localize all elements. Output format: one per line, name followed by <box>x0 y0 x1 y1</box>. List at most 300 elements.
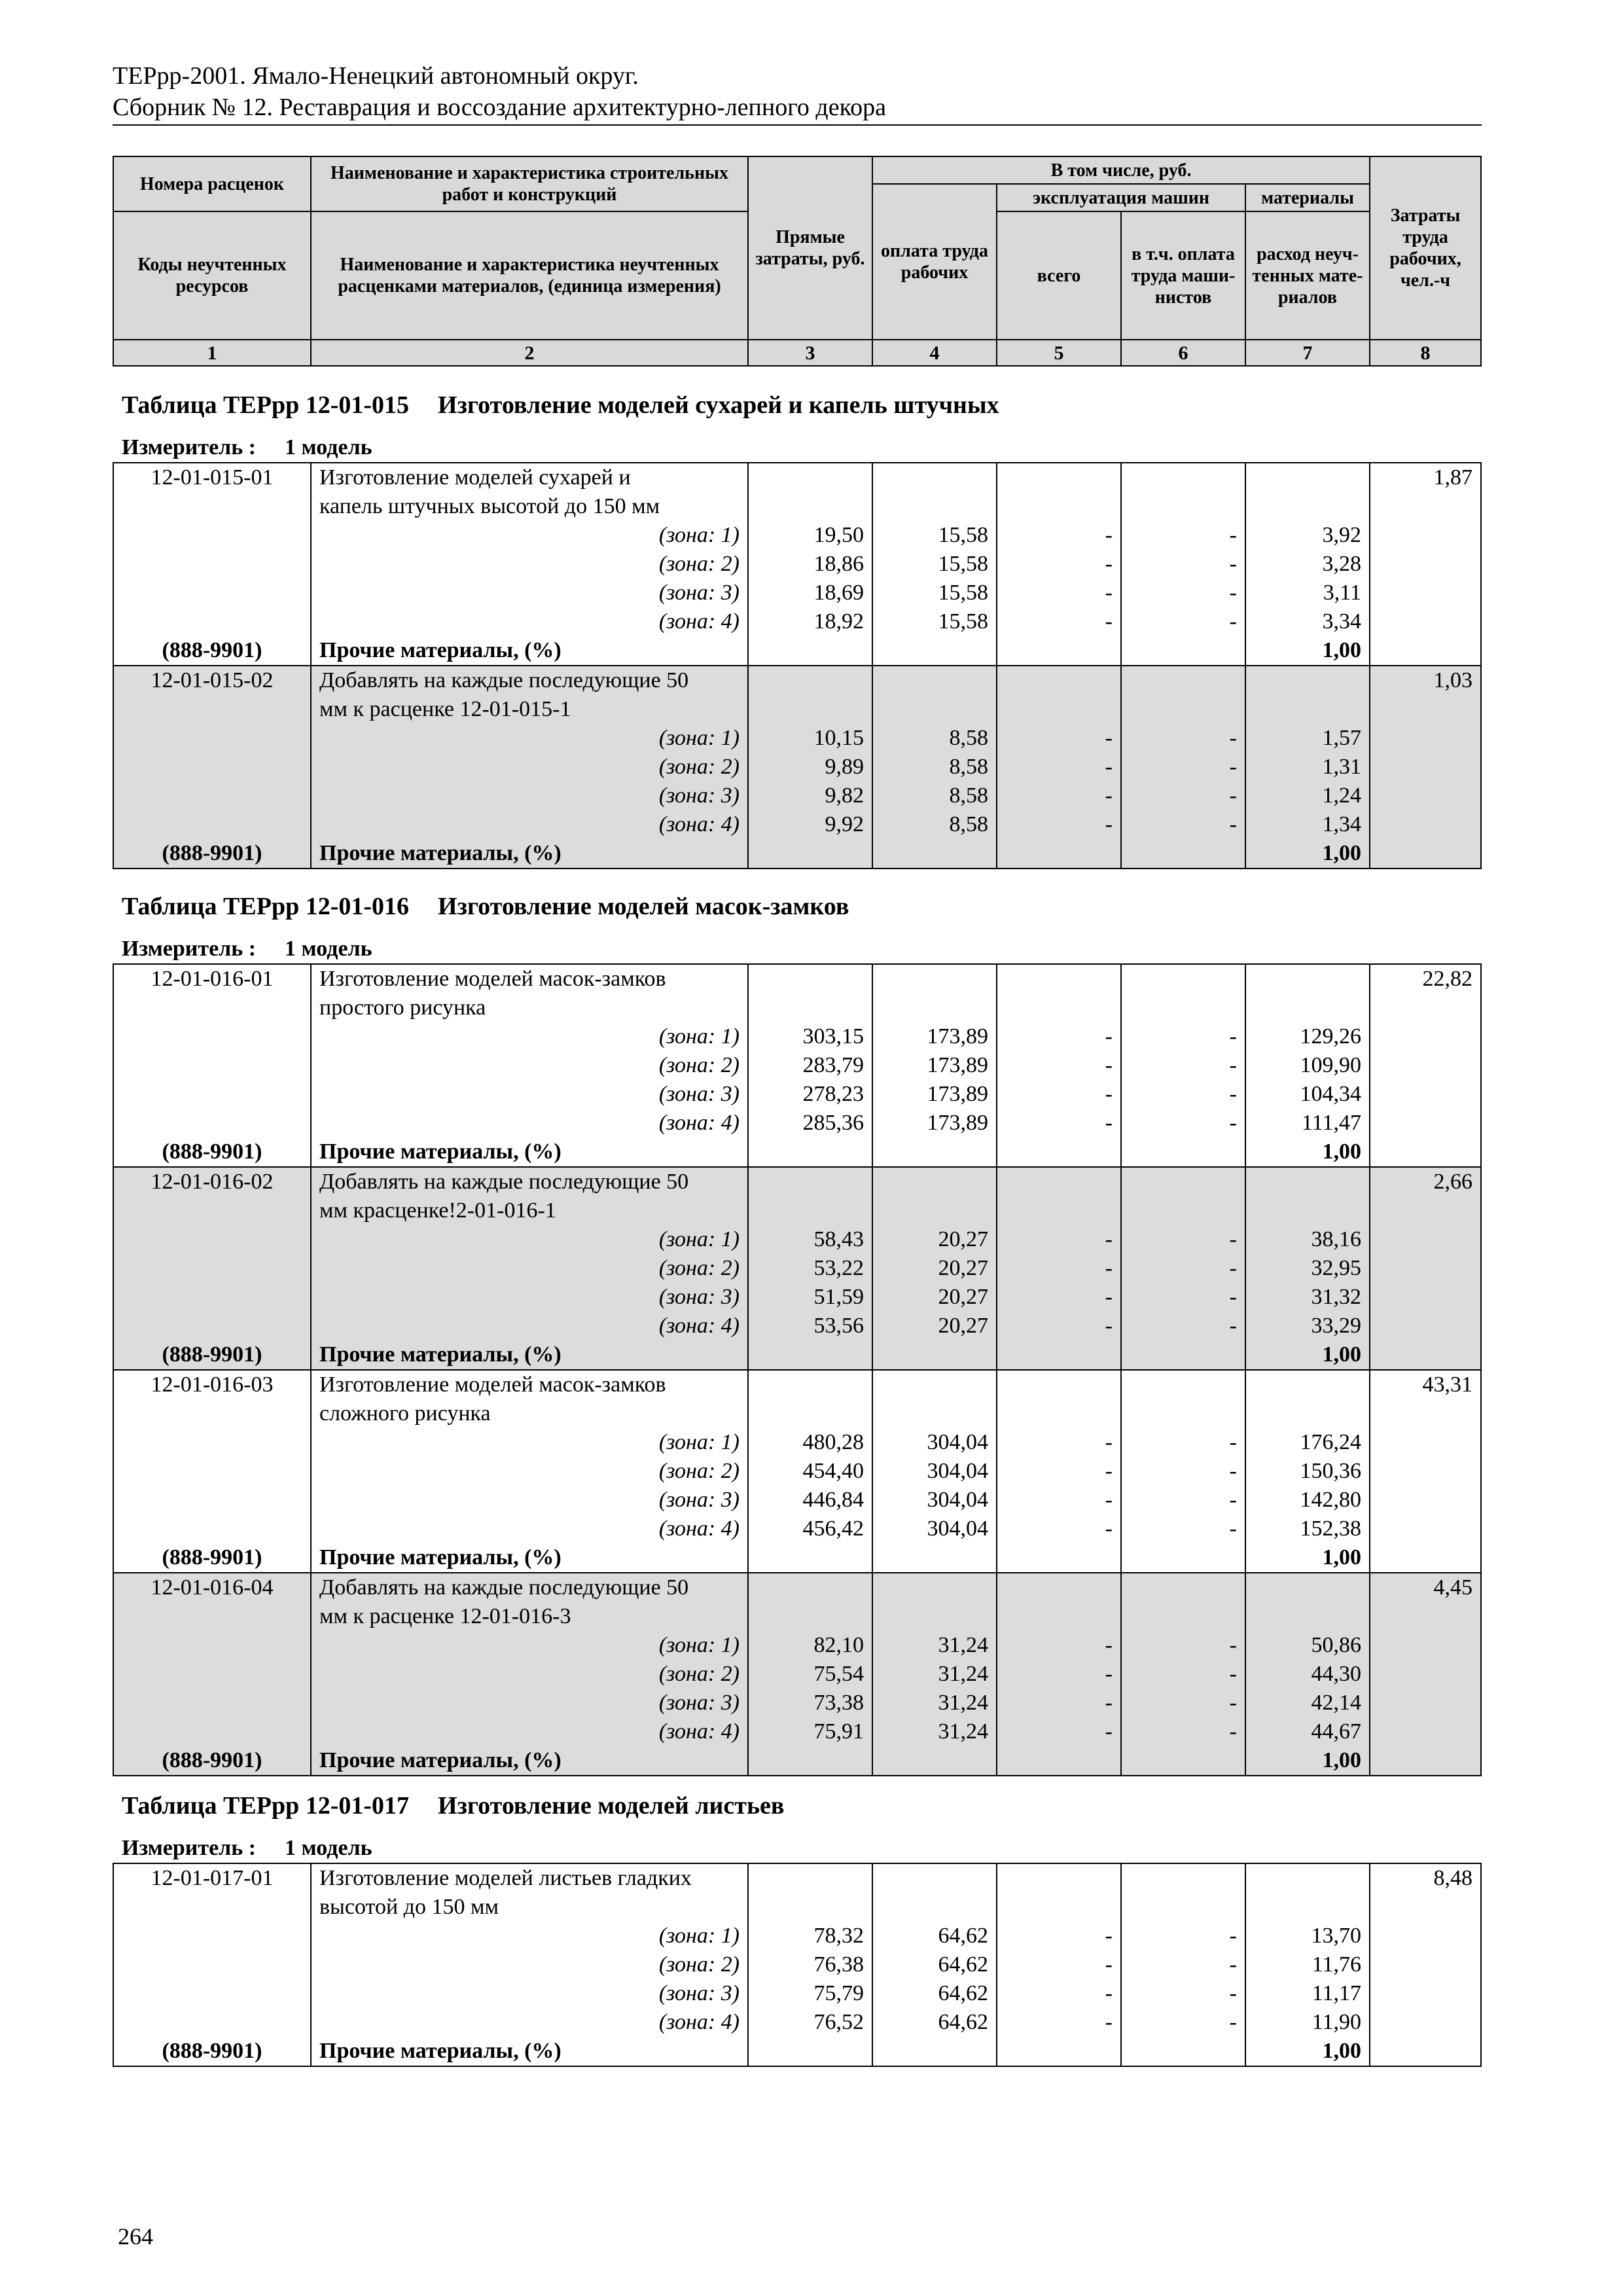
section-title-name: Изготовление моделей листьев <box>438 1792 785 1820</box>
zone-label: (зона: 2) <box>311 550 748 579</box>
empty-cell <box>872 1573 997 1602</box>
empty-cell <box>748 1340 872 1370</box>
wages-cost: 64,62 <box>872 1922 997 1950</box>
col-number: 2 <box>311 340 748 366</box>
wages-cost: 173,89 <box>872 1109 997 1138</box>
rate-labor: 22,82 <box>1370 964 1481 994</box>
empty-cell <box>997 1370 1121 1399</box>
empty-cell <box>748 695 872 724</box>
resource-value: 1,00 <box>1245 1138 1370 1167</box>
empty-cell <box>1121 964 1245 994</box>
empty-cell <box>748 1167 872 1196</box>
section-title-code: Таблица ТЕРрр 12-01-017 <box>122 1792 410 1820</box>
direct-cost: 9,82 <box>748 781 872 810</box>
empty-cell <box>872 1196 997 1225</box>
empty-cell <box>113 550 311 579</box>
empty-cell <box>1370 1950 1481 1979</box>
empty-cell <box>113 1893 311 1922</box>
resource-name: Прочие материалы, (%) <box>311 1543 748 1573</box>
empty-cell <box>1370 1254 1481 1283</box>
empty-cell <box>872 994 997 1022</box>
empty-cell <box>1121 1543 1245 1573</box>
rates-table <box>113 462 1482 869</box>
empty-cell <box>113 1399 311 1428</box>
empty-cell <box>748 1573 872 1602</box>
empty-cell <box>1370 1631 1481 1660</box>
zone-label: (зона: 4) <box>311 810 748 839</box>
empty-cell <box>872 964 997 994</box>
empty-cell <box>1370 1602 1481 1631</box>
zone-row <box>113 724 1481 753</box>
col-number: 3 <box>748 340 872 366</box>
machines-cost: - <box>997 753 1121 781</box>
empty-cell <box>1121 1138 1245 1167</box>
machines-cost: - <box>997 607 1121 636</box>
empty-cell <box>997 1746 1121 1776</box>
machines-wages-cost: - <box>1121 1717 1245 1746</box>
empty-cell <box>113 2008 311 2037</box>
zone-row <box>113 550 1481 579</box>
empty-cell <box>1121 1370 1245 1399</box>
empty-cell <box>872 636 997 666</box>
col-number: 6 <box>1121 340 1245 366</box>
empty-cell <box>1370 579 1481 607</box>
empty-cell <box>997 1340 1121 1370</box>
empty-cell <box>113 1196 311 1225</box>
materials-cost: 31,32 <box>1245 1283 1370 1312</box>
empty-cell <box>1370 1689 1481 1717</box>
zone-row <box>113 1225 1481 1254</box>
resource-value: 1,00 <box>1245 2037 1370 2066</box>
empty-cell <box>997 1573 1121 1602</box>
empty-cell <box>113 1254 311 1283</box>
machines-wages-cost: - <box>1121 753 1245 781</box>
machines-wages-cost: - <box>1121 1283 1245 1312</box>
empty-cell <box>1370 1457 1481 1486</box>
zone-row <box>113 579 1481 607</box>
empty-cell <box>1370 1225 1481 1254</box>
zone-label: (зона: 4) <box>311 607 748 636</box>
wages-cost: 304,04 <box>872 1428 997 1457</box>
rate-row <box>113 1573 1481 1602</box>
empty-cell <box>997 1138 1121 1167</box>
zone-row <box>113 1717 1481 1746</box>
rate-row <box>113 1167 1481 1196</box>
direct-cost: 9,89 <box>748 753 872 781</box>
direct-cost: 285,36 <box>748 1109 872 1138</box>
empty-cell <box>997 1543 1121 1573</box>
machines-cost: - <box>997 1631 1121 1660</box>
col-number: 7 <box>1245 340 1370 366</box>
zone-label: (зона: 1) <box>311 1022 748 1051</box>
section-title <box>122 891 849 922</box>
empty-cell <box>1121 1399 1245 1428</box>
empty-cell <box>872 666 997 695</box>
empty-cell <box>1245 994 1370 1022</box>
empty-cell <box>997 695 1121 724</box>
rate-labor: 4,45 <box>1370 1573 1481 1602</box>
machines-wages-cost: - <box>1121 1254 1245 1283</box>
wages-cost: 8,58 <box>872 781 997 810</box>
empty-cell <box>113 1225 311 1254</box>
zone-label: (зона: 3) <box>311 1080 748 1109</box>
section-title <box>122 1791 784 1821</box>
direct-cost: 456,42 <box>748 1515 872 1543</box>
rate-row <box>113 463 1481 492</box>
empty-cell <box>748 2037 872 2066</box>
rate-name-line: сложного рисунка <box>311 1399 748 1428</box>
machines-wages-cost: - <box>1121 1950 1245 1979</box>
machines-wages-cost: - <box>1121 1979 1245 2008</box>
empty-cell <box>748 1746 872 1776</box>
rate-code: 12-01-016-04 <box>113 1573 311 1602</box>
empty-cell <box>113 1486 311 1515</box>
zone-label: (зона: 4) <box>311 1312 748 1340</box>
empty-cell <box>997 994 1121 1022</box>
direct-cost: 75,79 <box>748 1979 872 2008</box>
direct-cost: 18,69 <box>748 579 872 607</box>
header-including: В том числе, руб. <box>872 156 1370 184</box>
empty-cell <box>1370 1893 1481 1922</box>
zone-label: (зона: 1) <box>311 724 748 753</box>
empty-cell <box>1370 1979 1481 2008</box>
wages-cost: 20,27 <box>872 1225 997 1254</box>
empty-cell <box>872 1370 997 1399</box>
direct-cost: 76,52 <box>748 2008 872 2037</box>
empty-cell <box>113 1689 311 1717</box>
empty-cell <box>1370 1717 1481 1746</box>
materials-cost: 50,86 <box>1245 1631 1370 1660</box>
empty-cell <box>113 810 311 839</box>
empty-cell <box>1245 1370 1370 1399</box>
rates-table <box>113 963 1482 1776</box>
materials-cost: 176,24 <box>1245 1428 1370 1457</box>
wages-cost: 15,58 <box>872 550 997 579</box>
empty-cell <box>1370 1051 1481 1080</box>
zone-row <box>113 1051 1481 1080</box>
machines-cost: - <box>997 550 1121 579</box>
wages-cost: 15,58 <box>872 521 997 550</box>
empty-cell <box>872 1167 997 1196</box>
zone-label: (зона: 3) <box>311 1486 748 1515</box>
empty-cell <box>113 1979 311 2008</box>
rate-row <box>113 994 1481 1022</box>
empty-cell <box>1370 2037 1481 2066</box>
header-direct-costs: Прямые затраты, руб. <box>748 156 872 340</box>
materials-cost: 104,34 <box>1245 1080 1370 1109</box>
materials-cost: 11,76 <box>1245 1950 1370 1979</box>
empty-cell <box>872 839 997 869</box>
rate-row <box>113 1893 1481 1922</box>
direct-cost: 76,38 <box>748 1950 872 1979</box>
measure-value: 1 модель <box>285 1836 372 1860</box>
direct-cost: 53,56 <box>748 1312 872 1340</box>
empty-cell <box>1370 1543 1481 1573</box>
empty-cell <box>748 1602 872 1631</box>
resource-code: (888-9901) <box>113 636 311 666</box>
resource-name: Прочие материалы, (%) <box>311 2037 748 2066</box>
empty-cell <box>997 1399 1121 1428</box>
wages-cost: 20,27 <box>872 1254 997 1283</box>
zone-label: (зона: 1) <box>311 1428 748 1457</box>
empty-cell <box>997 1602 1121 1631</box>
empty-cell <box>997 1167 1121 1196</box>
rates-table <box>113 1863 1482 2067</box>
empty-cell <box>748 1863 872 1893</box>
empty-cell <box>1370 1660 1481 1689</box>
zone-label: (зона: 1) <box>311 1631 748 1660</box>
zone-label: (зона: 1) <box>311 1225 748 1254</box>
rate-name-line: мм красценке!2-01-016-1 <box>311 1196 748 1225</box>
materials-cost: 33,29 <box>1245 1312 1370 1340</box>
empty-cell <box>1370 994 1481 1022</box>
other-materials-row <box>113 1746 1481 1776</box>
zone-label: (зона: 3) <box>311 1979 748 2008</box>
empty-cell <box>872 1340 997 1370</box>
machines-cost: - <box>997 1109 1121 1138</box>
empty-cell <box>1121 1602 1245 1631</box>
rate-row <box>113 1196 1481 1225</box>
empty-cell <box>1370 521 1481 550</box>
rate-code: 12-01-015-01 <box>113 463 311 492</box>
zone-row <box>113 753 1481 781</box>
empty-cell <box>113 607 311 636</box>
machines-cost: - <box>997 1717 1121 1746</box>
empty-cell <box>1245 463 1370 492</box>
materials-cost: 109,90 <box>1245 1051 1370 1080</box>
wages-cost: 173,89 <box>872 1022 997 1051</box>
direct-cost: 53,22 <box>748 1254 872 1283</box>
resource-name: Прочие материалы, (%) <box>311 1340 748 1370</box>
zone-label: (зона: 1) <box>311 521 748 550</box>
empty-cell <box>997 636 1121 666</box>
wages-cost: 304,04 <box>872 1515 997 1543</box>
rate-name-line: Добавлять на каждые последующие 50 <box>311 666 748 695</box>
empty-cell <box>1245 1573 1370 1602</box>
rate-labor: 1,03 <box>1370 666 1481 695</box>
section-title-name: Изготовление моделей сухарей и капель штучных <box>438 391 999 419</box>
empty-cell <box>1370 607 1481 636</box>
header-machines: эксплуатация машин <box>997 184 1245 211</box>
wages-cost: 31,24 <box>872 1631 997 1660</box>
materials-cost: 142,80 <box>1245 1486 1370 1515</box>
empty-cell <box>1370 810 1481 839</box>
zone-label: (зона: 1) <box>311 1922 748 1950</box>
materials-cost: 44,30 <box>1245 1660 1370 1689</box>
materials-cost: 44,67 <box>1245 1717 1370 1746</box>
empty-cell <box>113 695 311 724</box>
rate-row <box>113 1863 1481 1893</box>
measure-value: 1 модель <box>285 435 372 459</box>
machines-wages-cost: - <box>1121 1022 1245 1051</box>
zone-label: (зона: 2) <box>311 1457 748 1486</box>
empty-cell <box>1245 1399 1370 1428</box>
direct-cost: 446,84 <box>748 1486 872 1515</box>
wages-cost: 31,24 <box>872 1717 997 1746</box>
resource-code: (888-9901) <box>113 2037 311 2066</box>
zone-label: (зона: 3) <box>311 1283 748 1312</box>
zone-row <box>113 1660 1481 1689</box>
empty-cell <box>113 521 311 550</box>
materials-cost: 11,17 <box>1245 1979 1370 2008</box>
empty-cell <box>748 1370 872 1399</box>
section-measure <box>122 1835 372 1861</box>
zone-row <box>113 781 1481 810</box>
empty-cell <box>1370 1428 1481 1457</box>
materials-cost: 13,70 <box>1245 1922 1370 1950</box>
header-materials-unaccounted: расход неуч-тенных мате-риалов <box>1245 211 1370 340</box>
empty-cell <box>113 1922 311 1950</box>
empty-cell <box>1370 1340 1481 1370</box>
empty-cell <box>997 2037 1121 2066</box>
empty-cell <box>113 1602 311 1631</box>
empty-cell <box>113 1631 311 1660</box>
rate-labor: 43,31 <box>1370 1370 1481 1399</box>
empty-cell <box>1121 1340 1245 1370</box>
materials-cost: 11,90 <box>1245 2008 1370 2037</box>
empty-cell <box>1370 2008 1481 2037</box>
zone-label: (зона: 4) <box>311 1109 748 1138</box>
empty-cell <box>1370 1746 1481 1776</box>
zone-row <box>113 1922 1481 1950</box>
materials-cost: 3,28 <box>1245 550 1370 579</box>
wages-cost: 31,24 <box>872 1660 997 1689</box>
machines-cost: - <box>997 1457 1121 1486</box>
zone-row <box>113 1979 1481 2008</box>
wages-cost: 304,04 <box>872 1486 997 1515</box>
resource-value: 1,00 <box>1245 1543 1370 1573</box>
rate-labor: 2,66 <box>1370 1167 1481 1196</box>
wages-cost: 173,89 <box>872 1080 997 1109</box>
zone-row <box>113 2008 1481 2037</box>
machines-cost: - <box>997 579 1121 607</box>
empty-cell <box>748 1196 872 1225</box>
rate-code: 12-01-016-01 <box>113 964 311 994</box>
rate-code: 12-01-017-01 <box>113 1863 311 1893</box>
empty-cell <box>1121 492 1245 521</box>
machines-wages-cost: - <box>1121 550 1245 579</box>
zone-row <box>113 1254 1481 1283</box>
rate-row <box>113 1399 1481 1428</box>
empty-cell <box>113 1022 311 1051</box>
machines-cost: - <box>997 810 1121 839</box>
machines-wages-cost: - <box>1121 1922 1245 1950</box>
materials-cost: 150,36 <box>1245 1457 1370 1486</box>
empty-cell <box>1245 1167 1370 1196</box>
col-number: 4 <box>872 340 997 366</box>
direct-cost: 283,79 <box>748 1051 872 1080</box>
wages-cost: 8,58 <box>872 810 997 839</box>
wages-cost: 304,04 <box>872 1457 997 1486</box>
machines-cost: - <box>997 1486 1121 1515</box>
zone-row <box>113 1283 1481 1312</box>
empty-cell <box>113 1312 311 1340</box>
rate-labor: 1,87 <box>1370 463 1481 492</box>
section-title-code: Таблица ТЕРрр 12-01-015 <box>122 391 410 419</box>
machines-cost: - <box>997 1979 1121 2008</box>
empty-cell <box>1370 1022 1481 1051</box>
empty-cell <box>1370 1138 1481 1167</box>
other-materials-row <box>113 1340 1481 1370</box>
empty-cell <box>872 492 997 521</box>
zone-row <box>113 1022 1481 1051</box>
other-materials-row <box>113 2037 1481 2066</box>
empty-cell <box>113 1457 311 1486</box>
empty-cell <box>872 1863 997 1893</box>
empty-cell <box>1121 1746 1245 1776</box>
zone-row <box>113 1950 1481 1979</box>
machines-wages-cost: - <box>1121 521 1245 550</box>
machines-cost: - <box>997 1283 1121 1312</box>
section-title <box>122 390 999 420</box>
empty-cell <box>997 1863 1121 1893</box>
wages-cost: 8,58 <box>872 724 997 753</box>
empty-cell <box>1370 781 1481 810</box>
empty-cell <box>1370 1312 1481 1340</box>
machines-wages-cost: - <box>1121 1631 1245 1660</box>
empty-cell <box>113 994 311 1022</box>
empty-cell <box>1370 1283 1481 1312</box>
machines-wages-cost: - <box>1121 781 1245 810</box>
empty-cell <box>1121 1893 1245 1922</box>
resource-value: 1,00 <box>1245 1746 1370 1776</box>
resource-code: (888-9901) <box>113 1746 311 1776</box>
empty-cell <box>113 492 311 521</box>
machines-cost: - <box>997 1660 1121 1689</box>
resource-code: (888-9901) <box>113 1543 311 1573</box>
measure-value: 1 модель <box>285 937 372 961</box>
empty-cell <box>1121 463 1245 492</box>
materials-cost: 42,14 <box>1245 1689 1370 1717</box>
rate-code: 12-01-016-02 <box>113 1167 311 1196</box>
wages-cost: 64,62 <box>872 1979 997 2008</box>
empty-cell <box>1121 666 1245 695</box>
zone-row <box>113 1428 1481 1457</box>
machines-wages-cost: - <box>1121 579 1245 607</box>
materials-cost: 1,34 <box>1245 810 1370 839</box>
zone-row <box>113 521 1481 550</box>
direct-cost: 51,59 <box>748 1283 872 1312</box>
empty-cell <box>1370 753 1481 781</box>
empty-cell <box>113 1428 311 1457</box>
empty-cell <box>1370 636 1481 666</box>
empty-cell <box>748 492 872 521</box>
empty-cell <box>113 1080 311 1109</box>
empty-cell <box>113 1109 311 1138</box>
zone-label: (зона: 3) <box>311 781 748 810</box>
empty-cell <box>113 1283 311 1312</box>
empty-cell <box>1370 1080 1481 1109</box>
other-materials-row <box>113 1543 1481 1573</box>
machines-wages-cost: - <box>1121 1225 1245 1254</box>
zone-row <box>113 1486 1481 1515</box>
rate-row <box>113 695 1481 724</box>
materials-cost: 1,57 <box>1245 724 1370 753</box>
materials-cost: 152,38 <box>1245 1515 1370 1543</box>
resource-value: 1,00 <box>1245 1340 1370 1370</box>
rate-name-line: капель штучных высотой до 150 мм <box>311 492 748 521</box>
zone-row <box>113 1109 1481 1138</box>
empty-cell <box>1121 839 1245 869</box>
rate-name-line: высотой до 150 мм <box>311 1893 748 1922</box>
zone-label: (зона: 3) <box>311 579 748 607</box>
empty-cell <box>1370 1196 1481 1225</box>
empty-cell <box>997 463 1121 492</box>
rate-name-line: Изготовление моделей масок-замков <box>311 1370 748 1399</box>
resource-name: Прочие материалы, (%) <box>311 1138 748 1167</box>
other-materials-row <box>113 636 1481 666</box>
rate-name-line: мм к расценке 12-01-016-3 <box>311 1602 748 1631</box>
